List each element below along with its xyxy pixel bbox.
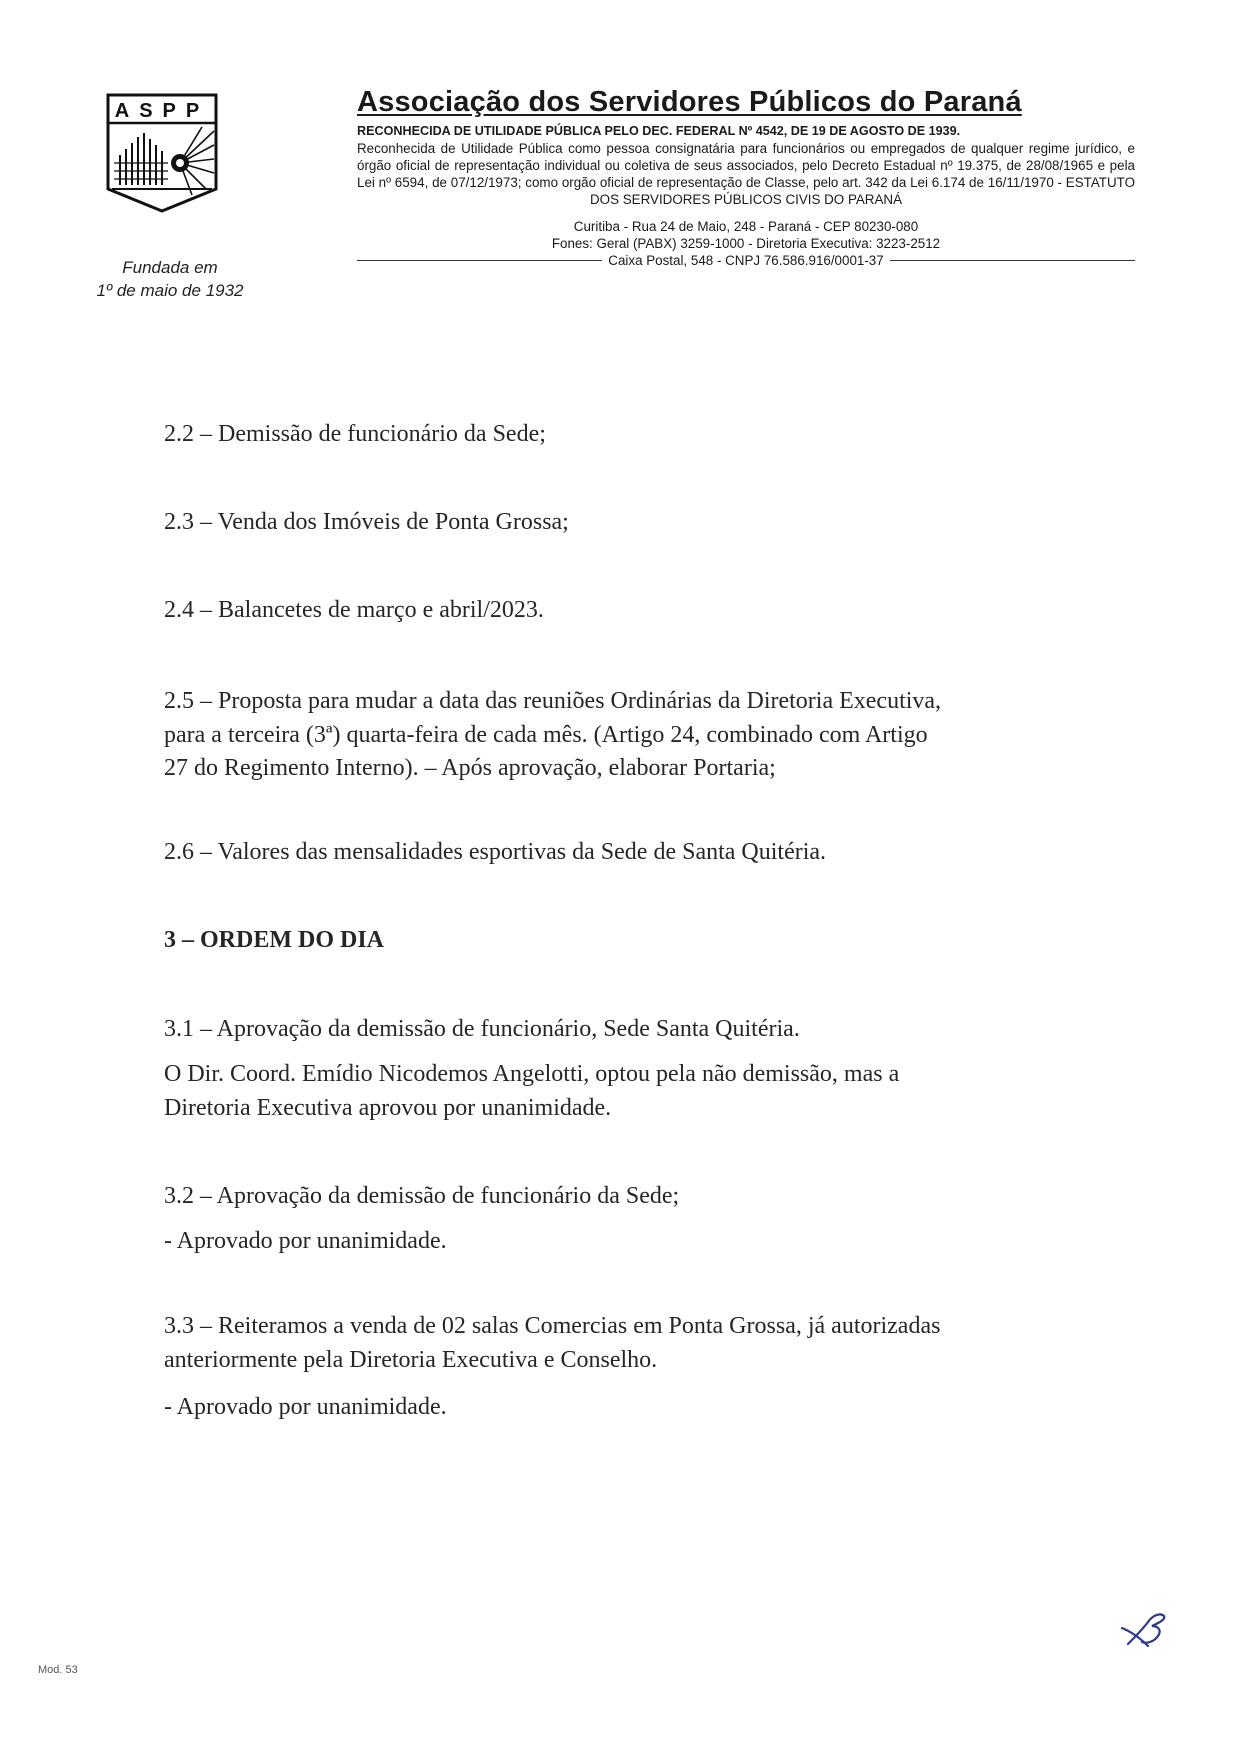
section-heading-ordem-do-dia: 3 – ORDEM DO DIA: [164, 927, 384, 953]
agenda-item-3-3: [164, 1310, 1094, 1377]
founding-note: [60, 256, 280, 302]
organization-name: Associação dos Servidores Públicos do Paraná: [357, 86, 1022, 118]
agenda-item-3-3-line-1: 3.3 – Reiteramos a venda de 02 salas Comercias em Ponta Grossa, já autorizadas: [164, 1313, 941, 1339]
postal-line: [357, 252, 1135, 269]
legal-description: Reconhecida de Utilidade Pública como pessoa consignatária para funcionários ou empregados de qualquer regime jurídico, e órgão oficial de representação individual ou coletiva de seus associados, pelo Decreto Estadual nº 19.375, de 28/08/1965 e pela Lei nº 6594, de 07/12/1973; como orgão oficial de representação de Classe, pelo art. 342 da Lei 6.174 de 16/11/1970 - ESTATUTO DOS SERVIDORES PÚBLICOS CIVIS DO PARANÁ: [357, 141, 1135, 207]
agenda-item-2-5-line-2: para a terceira (3ª) quarta-feira de cada mês. (Artigo 24, combinado com Artigo: [164, 721, 928, 748]
agenda-item-3-1-note: [164, 1058, 1094, 1125]
agenda-item-3-3-line-2: anteriormente pela Diretoria Executiva e Conselho.: [164, 1346, 658, 1373]
letterhead: [357, 86, 1135, 269]
address: Curitiba - Rua 24 de Maio, 248 - Paraná - CEP 80230-080: [573, 219, 919, 234]
agenda-item-3-2: 3.2 – Aprovação da demissão de funcionário da Sede;: [164, 1183, 680, 1209]
agenda-item-2-5-line-1: 2.5 – Proposta para mudar a data das reuniões Ordinárias da Diretoria Executiva,: [164, 688, 942, 714]
phones: Fones: Geral (PABX) 3259-1000 - Diretoria Executiva: 3223-2512: [551, 236, 941, 251]
model-number: Mod. 53: [38, 1664, 78, 1676]
founded-line-2: 1º de maio de 1932: [96, 281, 244, 300]
agenda-item-2-6: 2.6 – Valores das mensalidades esportivas da Sede de Santa Quitéria.: [164, 839, 827, 865]
agenda-item-3-1: 3.1 – Aprovação da demissão de funcionário, Sede Santa Quitéria.: [164, 1016, 800, 1042]
agenda-item-2-5: [164, 685, 1094, 786]
agenda-item-2-5-line-3: 27 do Regimento Interno). – Após aprovação, elaborar Portaria;: [164, 755, 776, 781]
divider-left: [357, 260, 602, 261]
contact-block: [357, 218, 1135, 269]
founded-line-1: Fundada em: [122, 258, 218, 277]
agenda-item-3-1-note-line-2: Diretoria Executiva aprovou por unanimidade.: [164, 1094, 612, 1121]
logo-text: ASPP: [114, 100, 210, 122]
agenda-item-2-2: 2.2 – Demissão de funcionário da Sede;: [164, 421, 546, 447]
postal-cnpj: Caixa Postal, 548 - CNPJ 76.586.916/0001-37: [608, 253, 884, 268]
agenda-item-2-3: 2.3 – Venda dos Imóveis de Ponta Grossa;: [164, 509, 569, 535]
divider-right: [890, 260, 1135, 261]
agenda-item-3-1-note-line-1: O Dir. Coord. Emídio Nicodemos Angelotti, optou pela não demissão, mas a: [164, 1061, 900, 1087]
agenda-item-2-4: 2.4 – Balancetes de março e abril/2023.: [164, 597, 544, 623]
handwritten-initials: [1118, 1608, 1170, 1650]
federal-recognition: RECONHECIDA DE UTILIDADE PÚBLICA PELO DEC. FEDERAL Nº 4542, DE 19 DE AGOSTO DE 1939.: [357, 124, 961, 138]
aspp-logo: [106, 93, 218, 213]
agenda-item-3-3-result: - Aprovado por unanimidade.: [164, 1394, 447, 1420]
agenda-item-3-2-result: - Aprovado por unanimidade.: [164, 1228, 447, 1254]
